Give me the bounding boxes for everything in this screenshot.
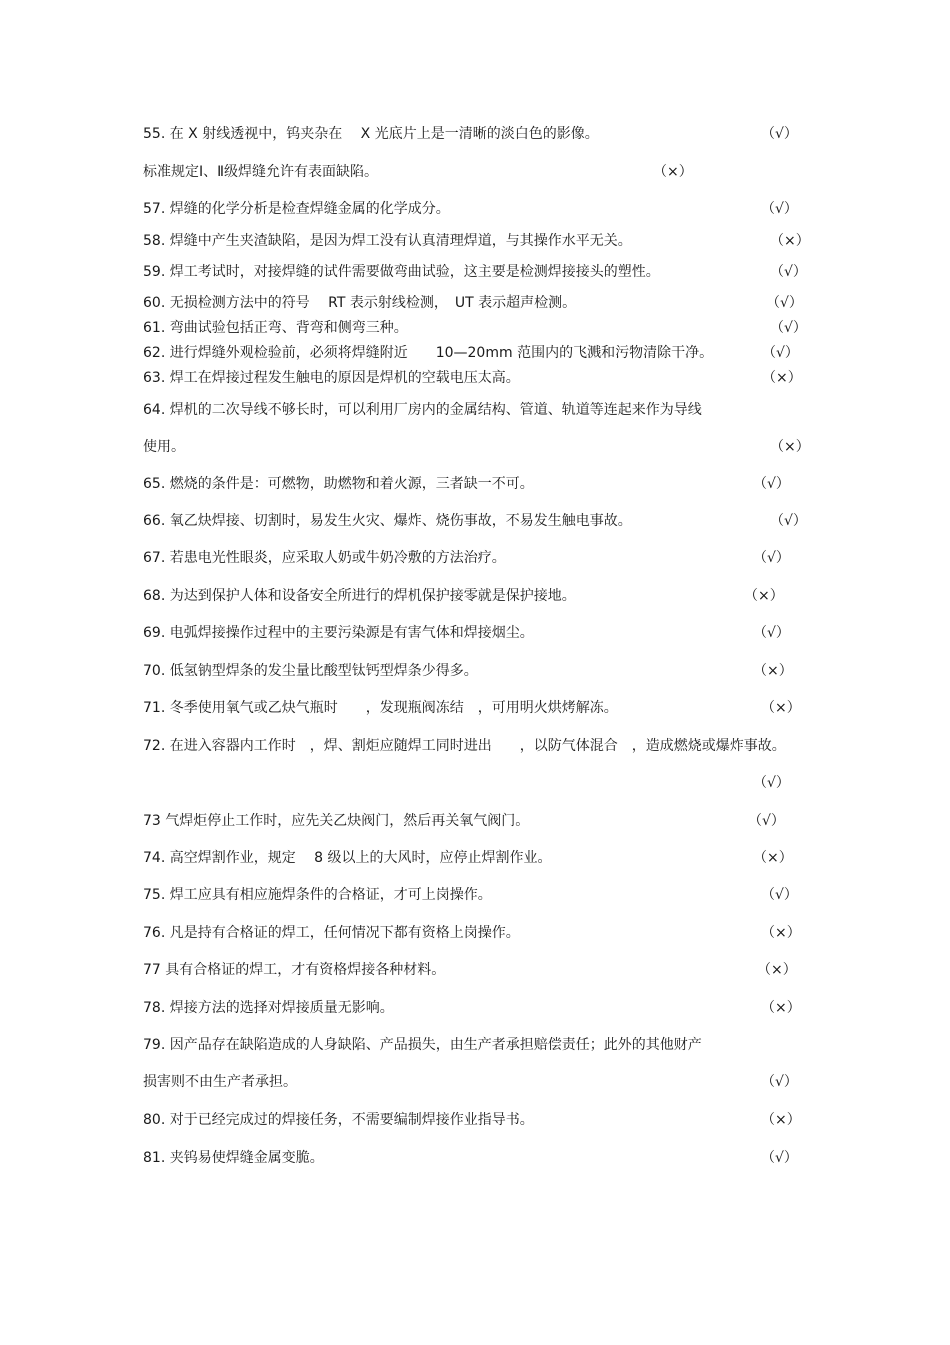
question-text: 79. 因产品存在缺陷造成的人身缺陷、产品损失，由生产者承担赔偿责任；此外的其他财产 — [143, 1037, 702, 1053]
question-line — [0, 122, 950, 146]
question-text: 67. 若患电光性眼炎，应采取人奶或牛奶冷敷的方法治疗。 — [143, 550, 506, 566]
question-line — [0, 883, 950, 907]
question-line — [0, 197, 950, 221]
question-line — [0, 809, 950, 833]
answer-mark: （√） — [748, 813, 785, 829]
question-text: 77 具有合格证的焊工，才有资格焊接各种材料。 — [143, 962, 446, 978]
question-line — [0, 546, 950, 570]
answer-mark: （√） — [761, 201, 798, 217]
question-text: 59. 焊工考试时，对接焊缝的试件需要做弯曲试验，这主要是检测焊接接头的塑性。 — [143, 264, 660, 280]
question-line — [0, 771, 950, 795]
answer-mark: （×） — [753, 663, 793, 679]
question-line — [0, 1146, 950, 1170]
question-line — [0, 291, 950, 315]
question-text: 70. 低氢钠型焊条的发尘量比酸型钛钙型焊条少得多。 — [143, 663, 478, 679]
question-text: 使用。 — [143, 439, 185, 455]
answer-mark: （√） — [761, 1074, 798, 1090]
answer-mark: （√） — [753, 625, 790, 641]
question-line — [0, 229, 950, 253]
question-line — [0, 1033, 950, 1057]
question-line — [0, 160, 950, 184]
question-text: 71. 冬季使用氧气或乙炔气瓶时 ，发现瓶阀冻结 ，可用明火烘烤解冻。 — [143, 700, 618, 716]
answer-mark: （√） — [761, 126, 798, 142]
answer-mark: （√） — [770, 513, 807, 529]
question-text: 68. 为达到保护人体和设备安全所进行的焊机保护接零就是保护接地。 — [143, 588, 576, 604]
question-line — [0, 366, 950, 390]
answer-mark: （×） — [653, 164, 693, 180]
question-line — [0, 659, 950, 683]
question-text: 66. 氧乙炔焊接、切割时，易发生火灾、爆炸、烧伤事故，不易发生触电事故。 — [143, 513, 632, 529]
question-line — [0, 316, 950, 340]
question-text: 61. 弯曲试验包括正弯、背弯和侧弯三种。 — [143, 320, 408, 336]
question-text: 57. 焊缝的化学分析是检查焊缝金属的化学成分。 — [143, 201, 450, 217]
question-text: 62. 进行焊缝外观检验前，必须将焊缝附近 10—20mm 范围内的飞溅和污物清除干净。 — [143, 345, 714, 361]
question-text: 58. 焊缝中产生夹渣缺陷，是因为焊工没有认真清理焊道，与其操作水平无关。 — [143, 233, 632, 249]
answer-mark: （×） — [762, 370, 802, 386]
answer-mark: （×） — [770, 439, 810, 455]
answer-mark: （√） — [753, 550, 790, 566]
question-line — [0, 621, 950, 645]
question-text: 损害则不由生产者承担。 — [143, 1074, 297, 1090]
question-line — [0, 472, 950, 496]
question-line — [0, 846, 950, 870]
question-line — [0, 435, 950, 459]
answer-mark: （×） — [761, 1000, 801, 1016]
question-text: 78. 焊接方法的选择对焊接质量无影响。 — [143, 1000, 394, 1016]
question-line — [0, 260, 950, 284]
question-text: 55. 在 X 射线透视中，钨夹杂在 X 光底片上是一清晰的淡白色的影像。 — [143, 126, 599, 142]
answer-mark: （×） — [761, 925, 801, 941]
answer-mark: （×） — [770, 233, 810, 249]
question-line — [0, 696, 950, 720]
question-text: 72. 在进入容器内工作时 ，焊、割炬应随焊工同时进出 ，以防气体混合 ，造成燃烧或爆炸事故。 — [143, 738, 786, 754]
answer-mark: （√） — [761, 1150, 798, 1166]
question-text: 80. 对于已经完成过的焊接任务，不需要编制焊接作业指导书。 — [143, 1112, 534, 1128]
question-line — [0, 1108, 950, 1132]
question-line — [0, 584, 950, 608]
answer-mark: （√） — [761, 887, 798, 903]
question-text: 标准规定Ⅰ、Ⅱ级焊缝允许有表面缺陷。 — [143, 164, 379, 180]
answer-mark: （×） — [761, 1112, 801, 1128]
question-line — [0, 341, 950, 365]
question-text: 75. 焊工应具有相应施焊条件的合格证，才可上岗操作。 — [143, 887, 492, 903]
question-text: 81. 夹钨易使焊缝金属变脆。 — [143, 1150, 324, 1166]
answer-mark: （√） — [753, 775, 790, 791]
answer-mark: （√） — [770, 264, 807, 280]
answer-mark: （√） — [770, 320, 807, 336]
answer-mark: （√） — [762, 345, 799, 361]
answer-mark: （√） — [753, 476, 790, 492]
question-text: 74. 高空焊割作业，规定 8 级以上的大风时，应停止焊割作业。 — [143, 850, 552, 866]
question-line — [0, 958, 950, 982]
question-text: 64. 焊机的二次导线不够长时，可以利用厂房内的金属结构、管道、轨道等连起来作为导线 — [143, 402, 702, 418]
question-text: 63. 焊工在焊接过程发生触电的原因是焊机的空载电压太高。 — [143, 370, 520, 386]
question-line — [0, 1070, 950, 1094]
question-text: 65. 燃烧的条件是：可燃物，助燃物和着火源，三者缺一不可。 — [143, 476, 534, 492]
question-line — [0, 921, 950, 945]
question-text: 73 气焊炬停止工作时，应先关乙炔阀门，然后再关氧气阀门。 — [143, 813, 530, 829]
answer-mark: （√） — [766, 295, 803, 311]
question-text: 69. 电弧焊接操作过程中的主要污染源是有害气体和焊接烟尘。 — [143, 625, 534, 641]
question-line — [0, 996, 950, 1020]
question-text: 76. 凡是持有合格证的焊工，任何情况下都有资格上岗操作。 — [143, 925, 520, 941]
answer-mark: （×） — [757, 962, 797, 978]
question-text: 60. 无损检测方法中的符号 RT 表示射线检测， UT 表示超声检测。 — [143, 295, 577, 311]
answer-mark: （×） — [761, 700, 801, 716]
question-line — [0, 398, 950, 422]
answer-mark: （×） — [744, 588, 784, 604]
question-line — [0, 734, 950, 758]
question-line — [0, 509, 950, 533]
answer-mark: （×） — [753, 850, 793, 866]
